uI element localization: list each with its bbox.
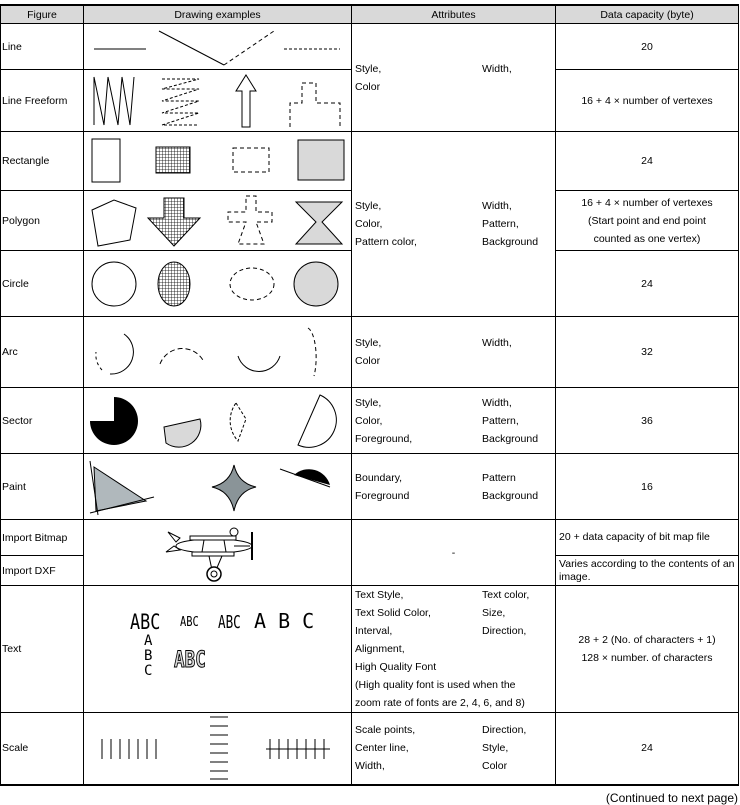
capacity-polygon	[556, 191, 739, 251]
figure-name: Rectangle	[1, 132, 84, 191]
continued-note: (Continued to next page)	[605, 791, 738, 805]
attributes-scale	[352, 713, 556, 785]
attr-direction: Direction,	[482, 724, 527, 737]
figure-name: Line	[1, 24, 84, 70]
drawing-example-scale	[84, 713, 352, 785]
rectangle-examples-drawing	[84, 133, 350, 190]
attr-foreground: Foreground,	[355, 432, 413, 445]
attr-width: Width,	[482, 200, 512, 212]
header-attributes: Attributes	[352, 5, 556, 24]
attr-color: Color	[355, 80, 381, 93]
attr-style: Style,	[355, 396, 382, 409]
drawing-example-sector	[84, 388, 352, 454]
attributes-shapes	[352, 132, 556, 317]
figure-attributes-table	[0, 4, 739, 786]
capacity-line: 20	[556, 24, 739, 70]
table-header-row	[1, 5, 739, 24]
attributes-text	[352, 586, 556, 713]
attr-width: Width,	[482, 62, 512, 75]
attr-color: Color	[482, 760, 508, 773]
text-sample-narrow: ABC	[218, 611, 241, 633]
capacity-polygon-line2: (Start point and end point	[588, 214, 706, 227]
attr-pattern: Pattern,	[482, 414, 519, 427]
freeform-examples-drawing	[84, 71, 350, 131]
attributes-import: -	[352, 520, 556, 586]
header-data-capacity: Data capacity (byte)	[556, 5, 739, 24]
drawing-example-freeform	[84, 70, 352, 132]
attr-color: Color,	[355, 414, 383, 427]
attr-pattern: Pattern	[482, 471, 516, 484]
table-row	[1, 132, 739, 191]
capacity-rectangle: 24	[556, 132, 739, 191]
attr-text-solid-color: Text Solid Color,	[355, 607, 431, 619]
attr-direction: Direction,	[482, 625, 527, 637]
attr-style: Style,	[482, 742, 509, 755]
drawing-example-import	[84, 520, 352, 586]
capacity-text	[556, 586, 739, 713]
attr-color: Color	[355, 355, 381, 367]
attr-alignment: Alignment,	[355, 643, 405, 655]
table-row	[1, 24, 739, 70]
figure-name: Arc	[1, 317, 84, 388]
vertical-char: C	[144, 662, 153, 679]
figure-name: Import Bitmap	[1, 520, 84, 556]
capacity-circle: 24	[556, 251, 739, 317]
attr-foreground: Foreground	[355, 489, 410, 502]
attr-style: Style,	[355, 337, 382, 349]
arc-examples-drawing	[84, 318, 350, 387]
attr-text-color: Text color,	[482, 589, 530, 601]
attr-background: Background	[482, 236, 539, 248]
attr-high-quality-note-1: (High quality font is used when the	[355, 679, 516, 691]
text-sample-small: ABC	[180, 614, 199, 630]
attributes-arc	[352, 317, 556, 388]
table-row	[1, 586, 739, 713]
attr-interval: Interval,	[355, 625, 393, 637]
drawing-example-polygon	[84, 191, 352, 251]
text-sample-spaced: A B C	[254, 608, 315, 633]
attr-width: Width,	[482, 396, 512, 409]
drawing-example-rectangle	[84, 132, 352, 191]
attr-width: Width,	[482, 337, 512, 349]
figure-name: Sector	[1, 388, 84, 454]
header-drawing-examples: Drawing examples	[84, 5, 352, 24]
attr-size: Size,	[482, 607, 506, 619]
drawing-example-circle	[84, 251, 352, 317]
text-sample-large: ABC	[130, 609, 161, 634]
attr-high-quality-font: High Quality Font	[355, 661, 437, 673]
attr-style: Style,	[355, 62, 382, 75]
figure-name: Import DXF	[1, 556, 84, 586]
header-figure: Figure	[1, 5, 84, 24]
attributes-paint	[352, 454, 556, 520]
table-row	[1, 317, 739, 388]
capacity-paint: 16	[556, 454, 739, 520]
attr-color: Color,	[355, 218, 383, 230]
drawing-example-arc	[84, 317, 352, 388]
capacity-text-line2: 128 × number. of characters	[581, 652, 713, 664]
scale-examples-drawing	[84, 713, 350, 783]
vertical-char: B	[144, 647, 153, 664]
figure-name: Circle	[1, 251, 84, 317]
attr-center-line: Center line,	[355, 742, 409, 755]
attr-text-style: Text Style,	[355, 589, 404, 601]
capacity-dxf: Varies according to the contents of an image.	[556, 556, 739, 586]
attr-background: Background	[482, 432, 539, 445]
capacity-polygon-line3: counted as one vertex)	[593, 232, 701, 245]
figure-name: Polygon	[1, 191, 84, 251]
circle-examples-drawing	[84, 252, 350, 316]
attr-background: Background	[482, 489, 539, 502]
text-sample-vertical	[144, 634, 152, 679]
attr-width: Width,	[355, 760, 385, 773]
figure-name: Scale	[1, 713, 84, 785]
table-row	[1, 388, 739, 454]
figure-name: Paint	[1, 454, 84, 520]
paint-examples-drawing	[84, 455, 350, 519]
text-samples	[84, 588, 351, 711]
drawing-example-line	[84, 24, 352, 70]
attr-boundary: Boundary,	[355, 471, 403, 484]
capacity-freeform: 16 + 4 × number of vertexes	[556, 70, 739, 132]
table-row	[1, 713, 739, 785]
attr-pattern-color: Pattern color,	[355, 236, 417, 248]
drawing-example-text	[84, 586, 352, 713]
capacity-scale: 24	[556, 713, 739, 785]
figure-name: Line Freeform	[1, 70, 84, 132]
capacity-text-line1: 28 + 2 (No. of characters + 1)	[578, 634, 716, 646]
table-row	[1, 454, 739, 520]
attr-high-quality-note-2: zoom rate of fonts are 2, 4, 6, and 8)	[355, 697, 525, 709]
attr-scale-points: Scale points,	[355, 724, 416, 737]
line-examples-drawing	[84, 25, 350, 69]
figure-name: Text	[1, 586, 84, 713]
text-sample-outlined: ABC	[174, 647, 206, 673]
attributes-sector	[352, 388, 556, 454]
attr-style: Style,	[355, 200, 382, 212]
drawing-example-paint	[84, 454, 352, 520]
capacity-arc: 32	[556, 317, 739, 388]
vertical-char: A	[144, 632, 153, 649]
sector-examples-drawing	[84, 389, 350, 453]
airplane-bitmap-drawing	[84, 522, 350, 584]
capacity-sector: 36	[556, 388, 739, 454]
table-row	[1, 520, 739, 556]
attr-pattern: Pattern,	[482, 218, 519, 230]
polygon-examples-drawing	[84, 192, 350, 250]
attributes-line	[352, 24, 556, 132]
capacity-polygon-line1: 16 + 4 × number of vertexes	[581, 196, 713, 209]
capacity-bitmap: 20 + data capacity of bit map file	[556, 520, 739, 556]
